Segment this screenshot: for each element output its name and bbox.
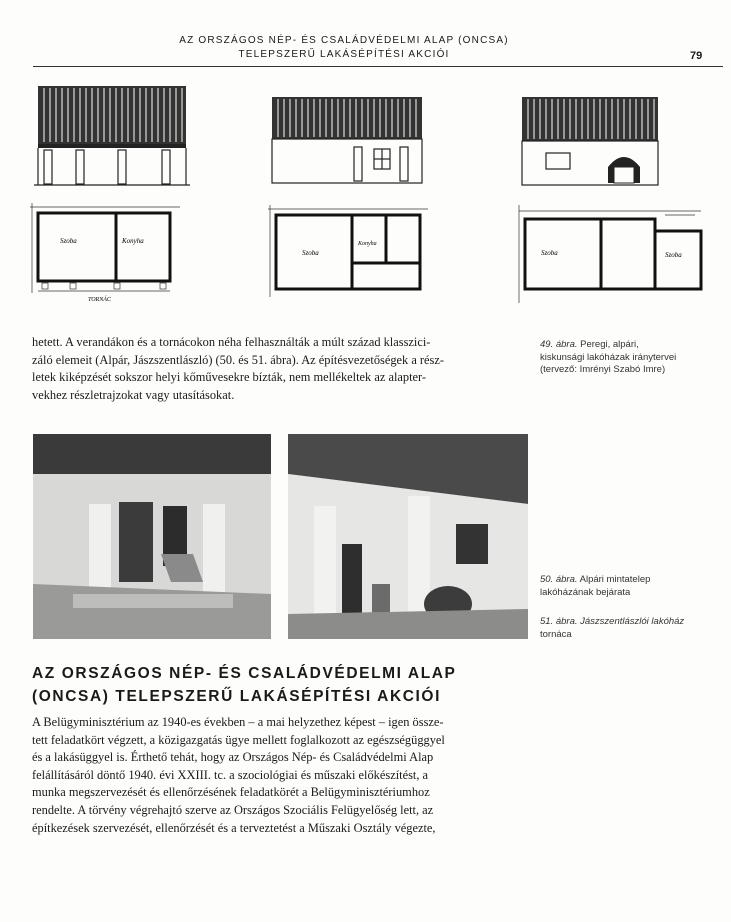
paragraph-2-line: rendelte. A törvény végrehajtó szerve az Országos Szociális Felügyelőség lett, az [32,802,434,817]
elevation-drawing-kiskunsagi [520,95,660,187]
plan-label-room-b: Szoba [302,249,319,257]
page-number: 79 [690,50,703,62]
caption-50-number: 50. ábra. [540,574,578,585]
caption-51-number: 51. ábra. [540,616,578,627]
section-heading-line2: (ONCSA) TELEPSZERŰ LAKÁSÉPÍTÉSI AKCIÓI [32,688,441,705]
caption-50-text: Alpári mintatelep [579,574,651,585]
paragraph-2-line: felállításáról döntő 1940. évi XXIII. tc. a szociológiai és műszaki előkészítést, a [32,767,429,782]
plan-label-kitchen-b: Konyha [358,241,377,247]
plan-label-porch: TORNÁC [88,297,111,303]
paragraph-1-line: záló elemeit (Alpár, Jászszentlászló) (50. és 51. ábra). Az építésvezetőségek a rész- [32,352,444,367]
elevation-drawing-alpari [270,95,426,187]
paragraph-1-line: letek kiképzését sokszor helyi kőművesekre bízták, nem mellékeltek az alapter- [32,370,427,385]
plan-label-room-c2: Szoba [665,251,682,259]
floor-plan-alpari [268,205,428,300]
caption-51-text: Jászszentlászlói lakóház [580,616,685,627]
caption-figure-49 [540,339,725,377]
caption-49-text: Peregi, alpári, [580,339,639,350]
floor-plan-kiskunsagi [515,205,705,305]
caption-49-line3: (tervező: Imrényi Szabó Imre) [540,364,666,375]
paragraph-2-line: A Belügyminisztérium az 1940-es években – a mai helyzethez képest – igen össze- [32,715,444,729]
running-header-line1: AZ ORSZÁGOS NÉP- ÉS CSALÁDVÉDELMI ALAP (ONCSA) [179,35,509,46]
caption-51-line2: tornáca [540,628,572,640]
section-heading-line1: AZ ORSZÁGOS NÉP- ÉS CSALÁDVÉDELMI ALAP [32,665,457,682]
paragraph-1-line: vekhez részletrajzokat vagy utasításokat. [32,387,235,402]
running-header-line2: TELEPSZERŰ LAKÁSÉPÍTÉSI AKCIÓI [238,49,450,60]
paragraph-1 [32,334,525,404]
plan-label-room-c: Szoba [541,249,558,257]
caption-49-number: 49. ábra. [540,339,578,350]
caption-49-line2: kiskunsági lakóházak iránytervei [540,351,677,363]
paragraph-2-line: és a lakásüggyel is. Érthető tehát, hogy az Országos Nép- és Családvédelmi Alap [32,750,434,765]
header-rule [33,66,723,67]
caption-figure-51 [540,616,725,641]
paragraph-1-line: hetett. A verandákon és a tornácokon néha felhasználták a múlt század klasszici- [32,335,431,349]
caption-figure-50 [540,574,725,599]
paragraph-2 [32,714,525,837]
paragraph-2-line: építkezések szervezését, ellenőrzését és a terveztetést a Műszaki Osztály végezte, [32,820,436,835]
plan-label-kitchen-a: Konyha [122,237,144,245]
floor-plan-peregi [30,203,180,308]
running-header [0,0,731,70]
paragraph-2-line: munka megszervezését és ellenőrzésének feladatkörét a Belügyminisztériumhoz [32,785,430,800]
plan-label-room-a: Szoba [60,237,77,245]
photo-figure-51 [288,434,528,639]
paragraph-2-line: tett feladatkört végzett, a közigazgatás ügye mellett foglalkozott az egészségüggyel [32,732,445,747]
photo-figure-50 [33,434,271,639]
elevation-drawing-peregi [34,80,190,192]
caption-50-line2: lakóházának bejárata [540,586,631,598]
section-heading [32,662,472,708]
